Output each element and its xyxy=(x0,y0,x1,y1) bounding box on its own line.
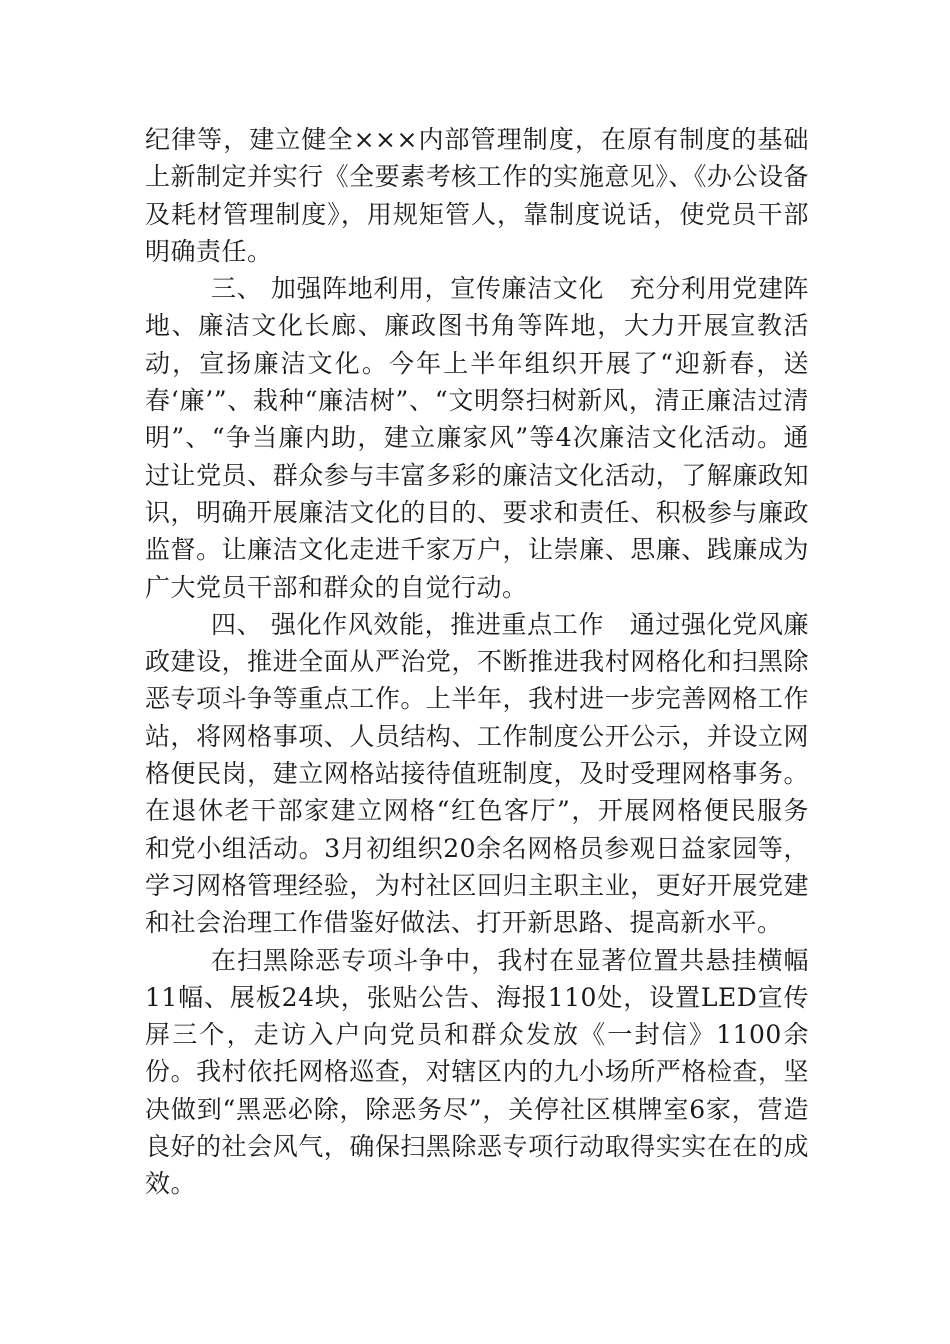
body-text xyxy=(145,121,809,1203)
paragraph-section-three: 三、 加强阵地利用，宣传廉洁文化 充分利用党建阵地、廉洁文化长廊、廉政图书角等阵地，大力开展宣教活动，宣扬廉洁文化。今年上半年组织开展了“迎新春，送春‘廉’”、栽种“廉洁树”、“文明祭扫树新风，清正廉洁过清明”、“争当廉内助，建立廉家风”等4次廉洁文化活动。通过让党员、群众参与丰富多彩的廉洁文化活动，了解廉政知识，明确开展廉洁文化的目的、要求和责任、积极参与廉政监督。让廉洁文化走进千家万户，让崇廉、思廉、践廉成为广大党员干部和群众的自觉行动。 xyxy=(145,274,809,602)
paragraph-section-four: 四、 强化作风效能，推进重点工作 通过强化党风廉政建设，推进全面从严治党，不断推进我村网格化和扫黑除恶专项斗争等重点工作。上半年，我村进一步完善网格工作站，将网格事项、人员结构、工作制度公开公示，并设立网格便民岗，建立网格站接待值班制度，及时受理网格事务。在退休老干部家建立网格“红色客厅”，开展网格便民服务和党小组活动。3月初组织20余名网格员参观日益家园等，学习网格管理经验，为村社区回归主职主业，更好开展党建和社会治理工作借鉴好做法、打开新思路、提高新水平。 xyxy=(145,609,809,938)
paragraph-anti-crime: 在扫黑除恶专项斗争中，我村在显著位置共悬挂横幅11幅、展板24块，张贴公告、海报110处，设置LED宣传屏三个，走访入户向党员和群众发放《一封信》1100余份。我村依托网格巡查，对辖区内的九小场所严格检查，坚决做到“黑恶必除，除恶务尽”，关停社区棋牌室6家，营造良好的社会风气，确保扫黑除恶专项行动取得实实在在的成效。 xyxy=(145,945,809,1199)
paragraph-continuation: 纪律等，建立健全×××内部管理制度，在原有制度的基础上新制定并实行《全要素考核工作的实施意见》、《办公设备及耗材管理制度》，用规矩管人，靠制度说话，使党员干部明确责任。 xyxy=(145,125,809,266)
